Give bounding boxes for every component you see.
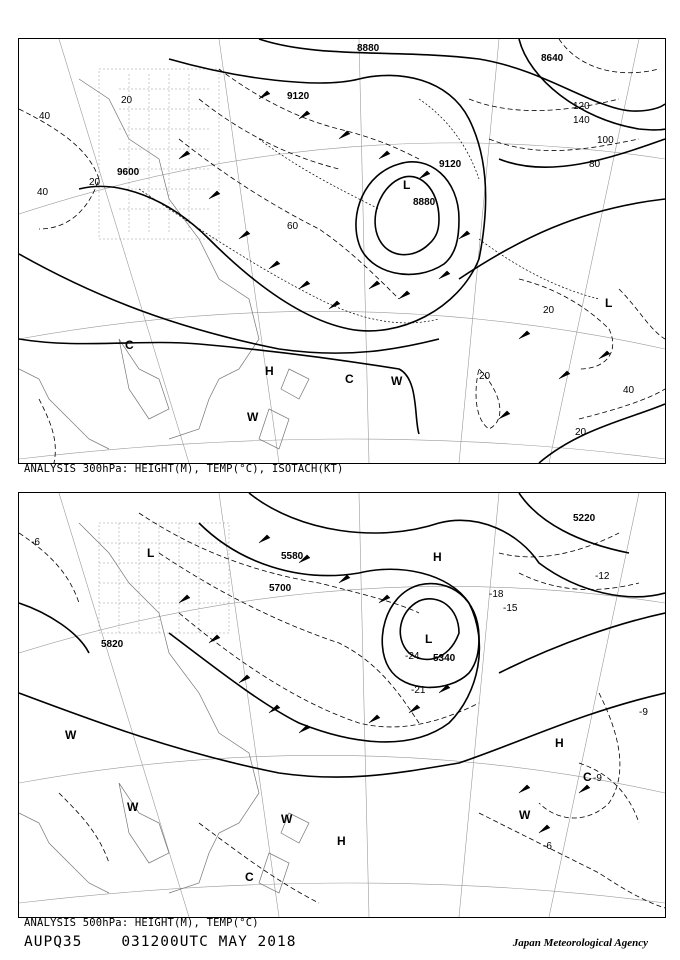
system-marker: L [605,296,613,310]
height-label: 9120 [439,159,462,170]
graticule [19,39,665,463]
height-label: 5340 [433,653,456,664]
system-marker: H [433,550,442,564]
agency-name: Japan Meteorological Agency [512,937,648,949]
temp-label: -15 [503,603,518,614]
map-300hpa-svg [19,39,665,463]
graticule [19,493,665,917]
height-label: 5700 [269,583,292,594]
system-marker: H [265,364,274,378]
temp-contours [139,99,599,323]
height-label: 8880 [357,43,380,54]
isotach-label: 20 [121,95,133,106]
isotach-label: 120 [573,101,590,112]
map-500hpa-svg [19,493,665,917]
height-contours [19,39,665,463]
system-marker: C [125,338,134,352]
system-marker: W [281,812,293,826]
height-label: 5820 [101,639,124,650]
height-label: 9600 [117,167,140,178]
map-panel-500hpa [18,492,666,918]
temp-label: -6 [543,841,552,852]
temp-contours [19,513,665,908]
height-label: 9120 [287,91,310,102]
isotach-label: 20 [543,305,555,316]
system-marker: C [245,870,254,884]
map-panel-300hpa [18,38,666,464]
wind-barbs [179,535,590,833]
pressure-systems [65,546,592,884]
panel-caption-300hpa: ANALYSIS 300hPa: HEIGHT(M), TEMP(°C), ISOTACH(KT) [24,463,344,475]
system-marker: W [247,410,259,424]
system-marker: L [147,546,155,560]
system-marker: H [555,736,564,750]
system-marker: W [65,728,77,742]
valid-time: 031200UTC MAY 2018 [121,934,297,950]
system-marker: W [391,374,403,388]
temp-label: -12 [595,571,610,582]
jet-hatching [99,69,219,239]
isotach-contours [19,39,665,463]
system-marker: C [345,372,354,386]
temp-label: -24 [405,651,420,662]
temp-label: -18 [489,589,504,600]
coastlines [19,523,309,893]
isotach-labels [37,95,635,438]
isotach-label: 140 [573,115,590,126]
isotach-label: 100 [597,135,614,146]
isotach-label: 40 [39,111,51,122]
isotach-label: 20 [89,177,101,188]
height-label: 8640 [541,53,564,64]
temp-label: -9 [639,707,648,718]
height-label: 8880 [413,197,436,208]
height-labels [117,43,564,208]
height-contours [19,493,665,777]
isotach-label: 40 [623,385,635,396]
isotach-label: 20 [479,371,491,382]
system-marker: L [403,178,411,192]
system-marker: C [583,770,592,784]
chart-code: AUPQ35 [24,934,83,950]
wind-barbs [179,91,613,419]
isotach-label: 80 [589,159,601,170]
temp-label: -6 [31,537,40,548]
panel-caption-500hpa: ANALYSIS 500hPa: HEIGHT(M), TEMP(°C) [24,917,259,929]
isotach-label: 20 [575,427,587,438]
isotach-label: 60 [287,221,299,232]
system-marker: W [127,800,139,814]
system-marker: H [337,834,346,848]
system-marker: W [519,808,531,822]
height-label: 5220 [573,513,596,524]
height-label: 5580 [281,551,304,562]
hatching [99,523,229,633]
chart-header [24,934,296,950]
temp-label: -9 [593,773,602,784]
system-marker: L [425,632,433,646]
temp-label: -21 [411,685,426,696]
isotach-label: 40 [37,187,49,198]
pressure-systems [125,178,612,424]
